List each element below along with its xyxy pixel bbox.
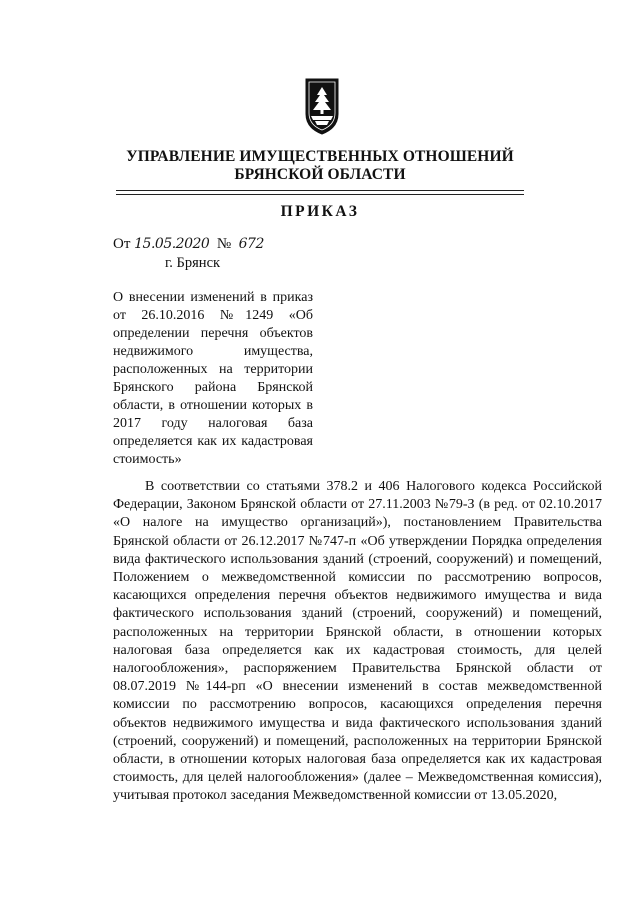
org-line-2: БРЯНСКОЙ ОБЛАСТИ [234, 166, 406, 183]
handwritten-date: 15.05.2020 [134, 236, 210, 252]
document-title: ПРИКАЗ [280, 203, 360, 220]
bryansk-coat-of-arms-icon [305, 78, 339, 136]
preamble-paragraph: В соответствии со статьями 378.2 и 406 Налогового кодекса Российской Федерации, Законом Брянской области от 27.11.2003 №79-З (в ред. от 02.10.2017 «О налоге на имущество организаций»), постановлением Правительства Брянской области от 26.12.2017 №747-п «Об утверждении Порядка определения вида фактического использования зданий (строений, сооружений) и помещений, Положением о межведомственной комиссии по рассмотрению вопросов, касающихся определения перечня объектов недвижимого имущества и вида фактического использования зданий (строений, сооружений) и помещений, расположенных на территории Брянской области, в отношении которых налоговая база определяется как их кадастровая стоимость, для целей налогообложения», распоряжением Правительства Брянской области от 08.07.2019 №144-рп «О внесении изменений в состав межведомственной комиссии по рассмотрению вопросов, касающихся определения перечня объектов недвижимого имущества и вида фактического использования зданий (строений, сооружений) и помещений, расположенных на территории Брянской области, в отношении которых налоговая база определяется как их кадастровая стоимость, для целей налогообложения» (далее – Межведомственная комиссия), учитывая протокол заседания Межведомственной комиссии от 13.05.2020, [113, 479, 602, 804]
header-divider-top [116, 190, 524, 191]
date-number-line [113, 235, 264, 253]
date-prefix: От [113, 236, 131, 252]
order-subject: О внесении изменений в приказ от 26.10.2016 №1249 «Об определении перечня объектов недвижимого имущества, расположенных на территории Брянского района Брянской области, в отношении которых в 2017 году налоговая база определяется как их кадастровая стоимость» [113, 290, 313, 467]
header-divider-bottom [116, 194, 524, 195]
city-line: г. Брянск [165, 255, 221, 271]
organization-name [110, 148, 530, 184]
handwritten-number: 672 [238, 236, 264, 252]
org-line-1: УПРАВЛЕНИЕ ИМУЩЕСТВЕННЫХ ОТНОШЕНИЙ [126, 148, 514, 165]
number-prefix: № [216, 236, 232, 252]
